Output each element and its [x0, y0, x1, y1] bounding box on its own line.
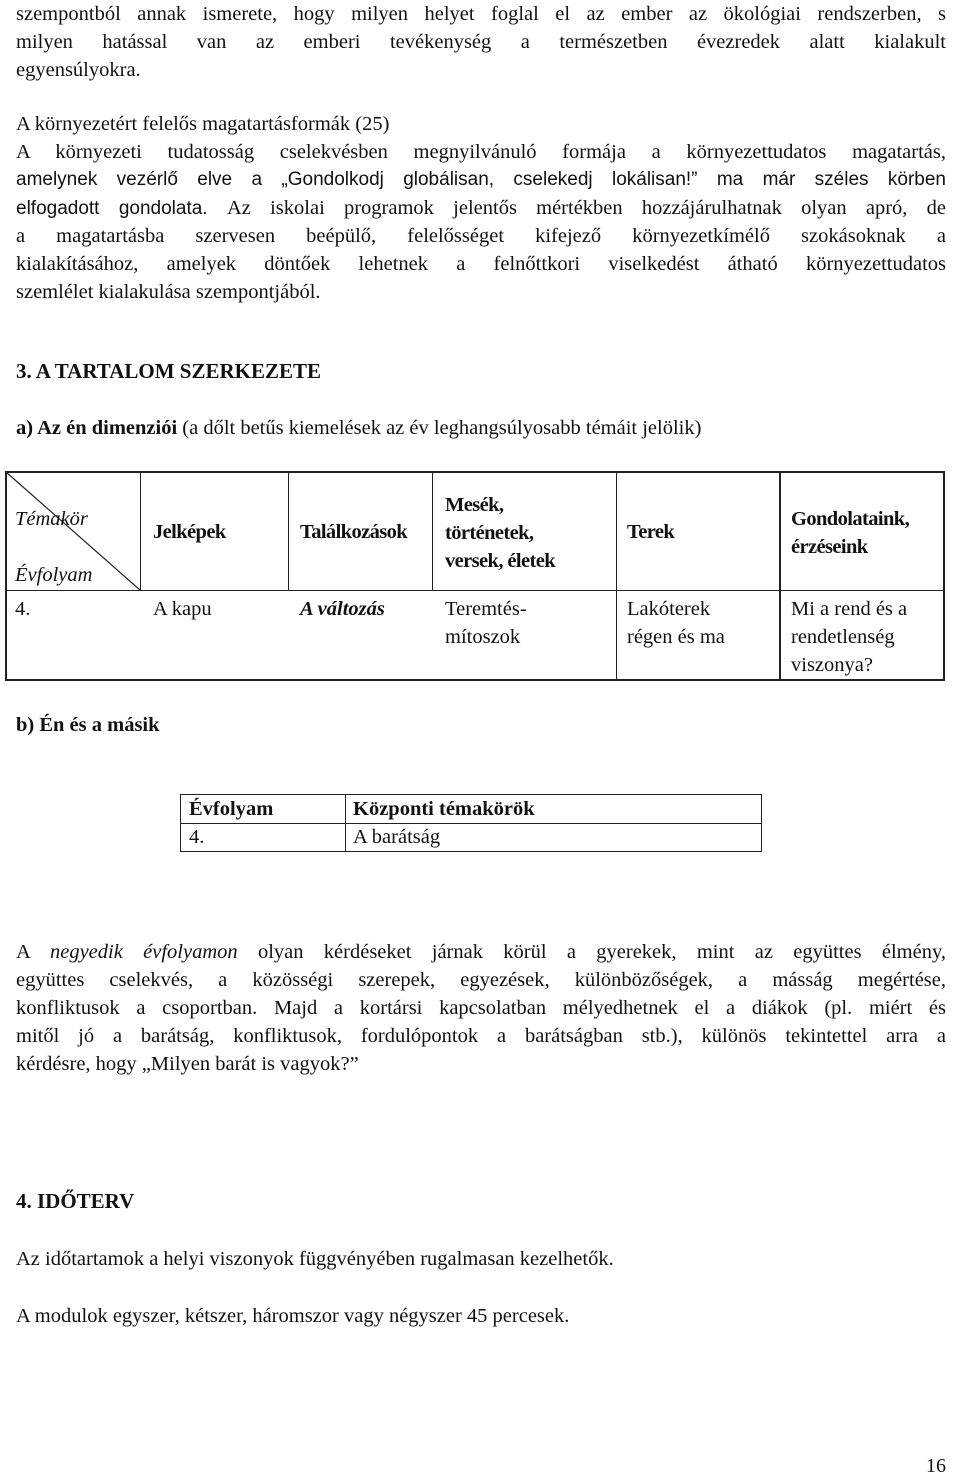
header-thoughts-l1: Gondolataink,: [791, 508, 910, 530]
section-env-line-3: [16, 194, 946, 223]
table-b-bottom-rule: [180, 851, 762, 852]
corner-label-topic: [15, 505, 88, 533]
row-spaces-l1: Lakóterek: [627, 598, 711, 620]
header-stories-l2: történetek,: [445, 522, 534, 544]
table-a-top-rule: [5, 471, 945, 473]
header-encounters: Találkozások: [300, 521, 408, 543]
section-env-line-5: kialakításához, amelyek döntőek lehetnek a felnőttkori viselkedést átható környezettudatos: [16, 253, 946, 275]
table-a-col-rule-6: [943, 471, 945, 681]
table-b-col-rule-1: [345, 794, 346, 852]
section-env-line-6: szemlélet kialakulása szempontjából.: [16, 281, 321, 303]
table-a-col-rule-4: [616, 471, 617, 681]
header-symbols: Jelképek: [153, 521, 226, 543]
row-symbols: A kapu: [153, 598, 212, 620]
table-a-mid-rule: [5, 590, 945, 591]
intro-line-3: egyensúlyokra.: [16, 59, 141, 81]
table-a-col-rule-2: [288, 471, 289, 590]
section-env-line-1: A környezeti tudatosság cselekvésben megnyilvánuló formája a környezettudatos magatartás,: [16, 141, 946, 163]
row-stories-l1: Teremtés-: [445, 598, 527, 620]
row-spaces-l2: régen és ma: [627, 626, 725, 648]
header-stories-l1: Mesék,: [445, 494, 504, 516]
section-env-line-2: amelynek vezérlő elve a „Gondolkodj globálisan, cselekedj lokálisan!” ma már széles körben: [16, 169, 946, 190]
table-b-topic: A barátság: [353, 826, 441, 848]
table-b-header-grade: [189, 795, 273, 823]
subheading-a-rest: (a dőlt betűs kiemelések az év leghangsúlyosabb témáit jelölik): [177, 417, 702, 439]
table-b-grade: 4.: [189, 826, 205, 848]
subheading-b: [16, 711, 160, 739]
table-a-col-rule-5: [779, 471, 781, 681]
para-b-line-4: mitől jó a barátság, konfliktusok, fordulópontok a barátságban stb.), különös tekintettel arra a: [16, 1025, 946, 1047]
para-b-line-2: együttes cselekvés, a közösségi szerepek, egyezések, különbözőségek, a másság megértése,: [16, 969, 946, 991]
para-b-line-3: konfliktusok a csoportban. Majd a kortársi kapcsolatban mélyedhetnek el a diákok (pl. miért és: [16, 997, 946, 1019]
table-b-col-rule-2: [761, 794, 762, 852]
row-encounters-text: A változás: [300, 598, 385, 620]
table-b-header-grade-text: Évfolyam: [189, 798, 274, 820]
heading-timeplan: 4. IDŐTERV: [16, 1189, 135, 1213]
row-thoughts-l2: rendetlenség: [791, 626, 895, 648]
table-b-mid-rule: [180, 823, 762, 824]
corner-label-grade: [15, 561, 92, 589]
timeplan-line-1: Az időtartamok a helyi viszonyok függvényében rugalmasan kezelhetők.: [16, 1248, 614, 1270]
subheading-b-text: b) Én és a másik: [16, 714, 160, 736]
header-thoughts-l2: érzéseink: [791, 536, 868, 558]
row-stories-l2: mítoszok: [445, 626, 521, 648]
header-spaces: Terek: [627, 521, 675, 543]
table-b-header-topics-text: Központi témakörök: [353, 798, 535, 820]
corner-label-grade-text: Évfolyam: [15, 564, 93, 586]
page-number: 16: [926, 1455, 946, 1477]
central-topics-table: [180, 794, 762, 852]
row-thoughts-l3: viszonya?: [791, 654, 873, 676]
section-env-line-3-rest: Az iskolai programok jelentős mértékben hozzájárulhatnak olyan apró, de: [226, 197, 946, 219]
themes-table: [5, 471, 945, 681]
corner-label-topic-text: Témakör: [15, 508, 88, 530]
header-stories-l3: versek, életek: [445, 550, 555, 572]
table-b-header-topics: [353, 795, 535, 823]
section-env-line-3-start: elfogadott gondolata.: [16, 198, 227, 219]
table-a-bottom-rule: [5, 679, 945, 681]
intro-line-2: milyen hatással van az emberi tevékenység a természetben évezredek alatt kialakult: [16, 31, 946, 53]
row-encounters: [300, 595, 385, 623]
para-b-line-1-a: A: [16, 941, 50, 963]
section-env-line-4: a magatartásba szervesen beépülő, felelősséget kifejező környezetkímélő szokásoknak a: [16, 225, 946, 247]
para-b-line-1-italic: negyedik évfolyamon: [49, 941, 238, 963]
section-env-title: A környezetért felelős magatartásformák (25): [16, 113, 390, 135]
timeplan-line-2: A modulok egyszer, kétszer, háromszor vagy négyszer 45 percesek.: [16, 1305, 570, 1327]
subheading-a-bold: a) Az én dimenziói: [16, 417, 178, 439]
table-b-col-rule-0: [180, 794, 181, 852]
para-b-line-1-b: olyan kérdéseket járnak körül a gyerekek, mint az együttes élmény,: [237, 941, 946, 963]
para-b-line-5: kérdésre, hogy „Milyen barát is vagyok?”: [16, 1053, 359, 1075]
intro-line-1: szempontból annak ismerete, hogy milyen helyet foglal el az ember az ökológiai rendszerben, s: [16, 3, 946, 25]
subheading-a: [16, 414, 701, 442]
para-b-line-1: [16, 938, 946, 966]
row-thoughts-l1: Mi a rend és a: [791, 598, 908, 620]
table-a-col-rule-3: [432, 471, 433, 590]
heading-content-structure: 3. A TARTALOM SZERKEZETE: [16, 359, 322, 383]
row-grade: 4.: [15, 598, 31, 620]
